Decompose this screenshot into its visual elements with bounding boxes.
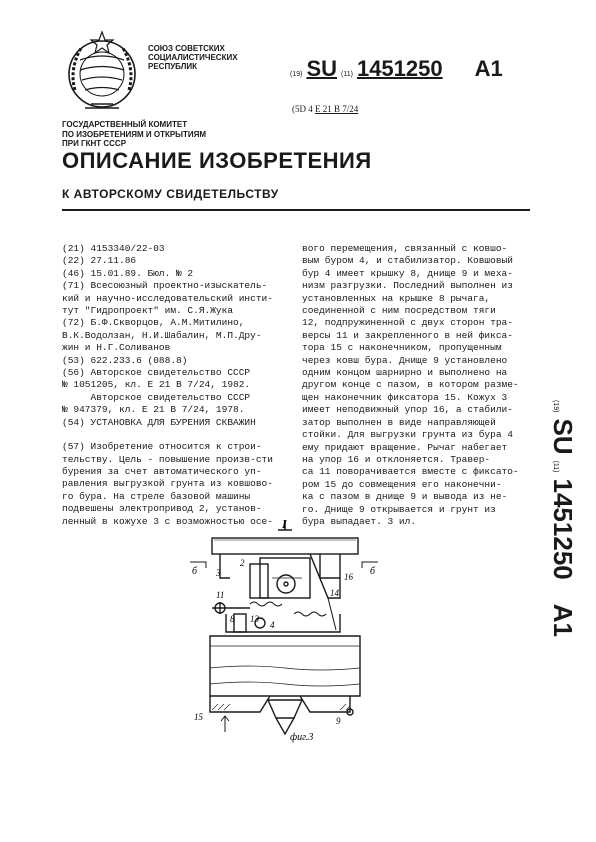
figure-label-4: 4 <box>270 620 275 630</box>
abstract-line: вым буром 4, и стабилизатор. Ковшовый <box>302 255 513 267</box>
figure-caption: фиг.3 <box>290 732 314 743</box>
biblio-line: (53) 622.233.6 (088.8) <box>62 354 188 366</box>
abstract-line: затор выполнен в виде направляющей <box>302 416 496 428</box>
abstract-line: ка с пазом в днище 9 и вывода из не- <box>302 491 508 503</box>
abstract-line: подвешены электропривод 2, установ- <box>62 503 262 515</box>
emblem-caption-line: СОЮЗ СОВЕТСКИХ <box>148 44 225 53</box>
bibliographic-data <box>62 243 294 429</box>
code-51: (5D 4 <box>292 104 313 114</box>
abstract-line: стойки. Для выгрузки грунта из бура 4 <box>302 429 513 441</box>
ipc-code: E 21 B 7/24 <box>315 104 359 114</box>
figure-label-16: 16 <box>344 572 353 582</box>
figure-label-13: 13 <box>250 614 259 624</box>
abstract-line: го. Днище 9 открывается и грунт из <box>302 503 496 515</box>
emblem-caption-line: СОЦИАЛИСТИЧЕСКИХ <box>148 53 238 62</box>
abstract-line: версы 11 и закрепленного в ней фикса- <box>302 329 513 341</box>
abstract-line: (57) Изобретение относится к строи- <box>62 441 262 453</box>
document-subtitle: К АВТОРСКОМУ СВИДЕТЕЛЬСТВУ <box>62 187 279 201</box>
abstract-line: го бура. На стреле базовой машины <box>62 490 251 502</box>
biblio-line: № 947379, кл. Е 21 В 7/24, 1978. <box>62 404 245 416</box>
figure-label-b-right: б <box>370 566 376 577</box>
figure-label-14: 14 <box>330 588 339 598</box>
country-code: SU <box>306 56 338 81</box>
abstract-line: на упор 16 и отклоняется. Травер- <box>302 453 491 465</box>
vertical-country-code: SU <box>548 418 578 455</box>
emblem-caption <box>148 44 238 71</box>
committee-line: ПО ИЗОБРЕТЕНИЯМ И ОТКРЫТИЯМ <box>62 129 207 139</box>
document-title: ОПИСАНИЕ ИЗОБРЕТЕНИЯ <box>62 148 372 173</box>
bucket-body <box>210 636 360 696</box>
biblio-line: (46) 15.01.89. Бюл. № 2 <box>62 267 194 279</box>
patent-number: 1451250 <box>356 56 443 81</box>
abstract-line: имеет неподвижный упор 16, а стабили- <box>302 404 513 416</box>
figure-label-15: 15 <box>194 712 203 722</box>
vertical-patent-number-value: 1451250 <box>548 478 578 580</box>
state-emblem-icon <box>63 30 141 112</box>
abstract-line: 12, подпружиненной с двух сторон тра- <box>302 317 513 329</box>
header-divider <box>62 209 530 211</box>
figure-label-b-left: б <box>192 566 198 577</box>
abstract-line: щен наконечник фиксатора 15. Кожух 3 <box>302 391 508 403</box>
abstract-line: бур 4 имеет крышку 8, днище 9 и меха- <box>302 267 513 279</box>
vertical-patent-number <box>530 400 578 700</box>
abstract-line: другом конце с пазом, в котором разме- <box>302 379 519 391</box>
abstract-line: тора 15 с наконечником, пропущенным <box>302 342 502 354</box>
ipc-classification <box>292 104 358 114</box>
biblio-line: (22) 27.11.86 <box>62 255 137 267</box>
figure-label-9: 9 <box>336 716 341 726</box>
figure-label-3: 3 <box>216 568 221 578</box>
boom-beam <box>212 538 358 554</box>
biblio-line: кий и научно-исследовательский инсти- <box>62 292 273 304</box>
figure-label-i: I <box>282 518 287 531</box>
vertical-code-11: (11) <box>552 460 559 473</box>
code-19: (19) <box>290 71 303 78</box>
abstract-line: низм разгрузки. Последний выполнен из <box>302 280 513 292</box>
abstract-line: ему придают вращение. Рычаг набегает <box>302 441 508 453</box>
abstract-line: бурения за счет автоматического уп- <box>62 465 262 477</box>
figure-label-11: 11 <box>216 590 225 600</box>
biblio-line: (72) Б.Ф.Скворцов, А.М.Митилино, <box>62 317 245 329</box>
committee-block <box>62 120 206 149</box>
vertical-code-19: (19) <box>552 400 559 413</box>
figure-label-2: 2 <box>240 558 245 568</box>
committee-line: ПРИ ГКНТ СССР <box>62 139 127 148</box>
publication-number <box>290 56 503 82</box>
biblio-line: (71) Всесоюзный проектно-изыскатель- <box>62 280 268 292</box>
code-11: (11) <box>341 71 353 78</box>
biblio-line: Авторское свидетельство СССР <box>62 391 251 403</box>
abstract-line: вого перемещения, связанный с ковшо- <box>302 243 508 254</box>
biblio-line: тут "Гидропроект" им. С.Я.Жука <box>62 305 234 317</box>
committee-line: ГОСУДАРСТВЕННЫЙ КОМИТЕТ <box>62 120 188 129</box>
abstract-line: ленный в кожухе 3 с возможностью осе- <box>62 515 273 527</box>
biblio-line: № 1051205, кл. Е 21 В 7/24, 1982. <box>62 379 251 391</box>
emblem-caption-line: РЕСПУБЛИК <box>148 62 197 71</box>
kind-code: A1 <box>474 56 503 81</box>
abstract-line: тельству. Цель - повышение произв-сти <box>62 453 273 465</box>
abstract-line: через ковш бура. Днище 9 установлено <box>302 354 508 366</box>
biblio-line: жин и Н.Г.Соливанов <box>62 342 171 354</box>
figure-label-8: 8 <box>230 614 235 624</box>
abstract-line: одним концом шарнирно и выполнено на <box>302 367 508 379</box>
biblio-line: (56) Авторское свидетельство СССР <box>62 367 251 379</box>
biblio-line: (54) УСТАНОВКА ДЛЯ БУРЕНИЯ СКВАЖИН <box>62 416 256 428</box>
abstract-line: са 11 поворачивается вместе с фиксато- <box>302 466 519 478</box>
vertical-kind-code: A1 <box>548 603 578 637</box>
abstract-line: ром 15 до совмещения его наконечни- <box>302 478 502 490</box>
abstract-start <box>62 441 294 528</box>
abstract-line: установленных на крышке 8 рычага, <box>302 292 491 304</box>
abstract-line: соединенной с ним посредством тяги <box>302 305 496 317</box>
abstract-line: равления выгрузкой грунта из ковшово- <box>62 478 273 490</box>
left-column <box>62 243 294 528</box>
abstract-line: бура выпадает. 3 ил. <box>302 515 417 527</box>
right-column <box>302 243 530 528</box>
biblio-line: (21) 4153340/22-03 <box>62 243 165 254</box>
biblio-line: В.К.Водолзан, Н.И.Шабалин, М.П.Дру- <box>62 329 262 341</box>
technical-drawing <box>190 518 380 743</box>
